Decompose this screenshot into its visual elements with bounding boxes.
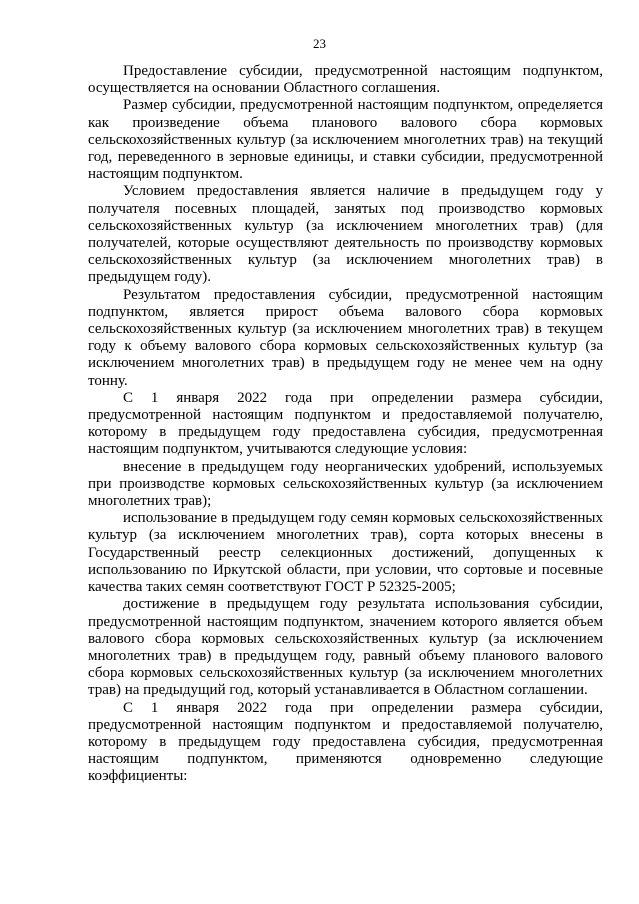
page-number: 23 (313, 36, 326, 51)
document-body (88, 63, 603, 786)
paragraph: Результатом предоставления субсидии, предусмотренной настоящим подпунктом, является прирост объема валового сбора кормовых сельскохозяйственных культур (за исключением многолетних трав) в текущем году к объему валового сбора кормовых сельскохозяйственных культур (за исключением многолетних трав) в предыдущем году не менее чем на одну тонну. (88, 286, 603, 389)
list-paragraph: внесение в предыдущем году неорганических удобрений, используемых при производстве кормовых сельскохозяйственных культур (за исключением многолетних трав); (88, 458, 603, 510)
paragraph: Условием предоставления является наличие в предыдущем году у получателя посевных площадей, занятых под производство кормовых сельскохозяйственных культур (за исключением многолетних трав) (для получателей, которые осуществляют деятельность по производству кормовых сельскохозяйственных культур (за исключением многолетних трав) в предыдущем году). (88, 183, 603, 286)
paragraph: С 1 января 2022 года при определении размера субсидии, предусмотренной настоящим подпунктом и предоставляемой получателю, которому в предыдущем году предоставлена субсидия, предусмотренная настоящим подпунктом, учитываются следующие условия: (88, 389, 603, 458)
paragraph: Размер субсидии, предусмотренной настоящим подпунктом, определяется как произведение объема планового валового сбора кормовых сельскохозяйственных культур (за исключением многолетних трав) на текущий год, переведенного в зерновые единицы, и ставки субсидии, предусмотренной настоящим подпунктом. (88, 97, 603, 183)
list-paragraph: достижение в предыдущем году результата использования субсидии, предусмотренной настоящим подпунктом, значением которого является объем валового сбора кормовых сельскохозяйственных культур (за исключением многолетних трав) в предыдущем году, равный объему планового валового сбора кормовых сельскохозяйственных культур (за исключением многолетних трав) на предыдущий год, который устанавливается в Областном соглашении. (88, 596, 603, 699)
paragraph: Предоставление субсидии, предусмотренной настоящим подпунктом, осуществляется на основании Областного соглашения. (88, 63, 603, 97)
paragraph: С 1 января 2022 года при определении размера субсидии, предусмотренной настоящим подпунктом и предоставляемой получателю, которому в предыдущем году предоставлена субсидия, предусмотренная настоящим подпунктом, применяются одновременно следующие коэффициенты: (88, 699, 603, 785)
list-paragraph: использование в предыдущем году семян кормовых сельскохозяйственных культур (за исключением многолетних трав), сорта которых внесены в Государственный реестр селекционных достижений, допущенных к использованию по Иркутской области, при условии, что сортовые и посевные качества таких семян соответствуют ГОСТ Р 52325-2005; (88, 510, 603, 596)
